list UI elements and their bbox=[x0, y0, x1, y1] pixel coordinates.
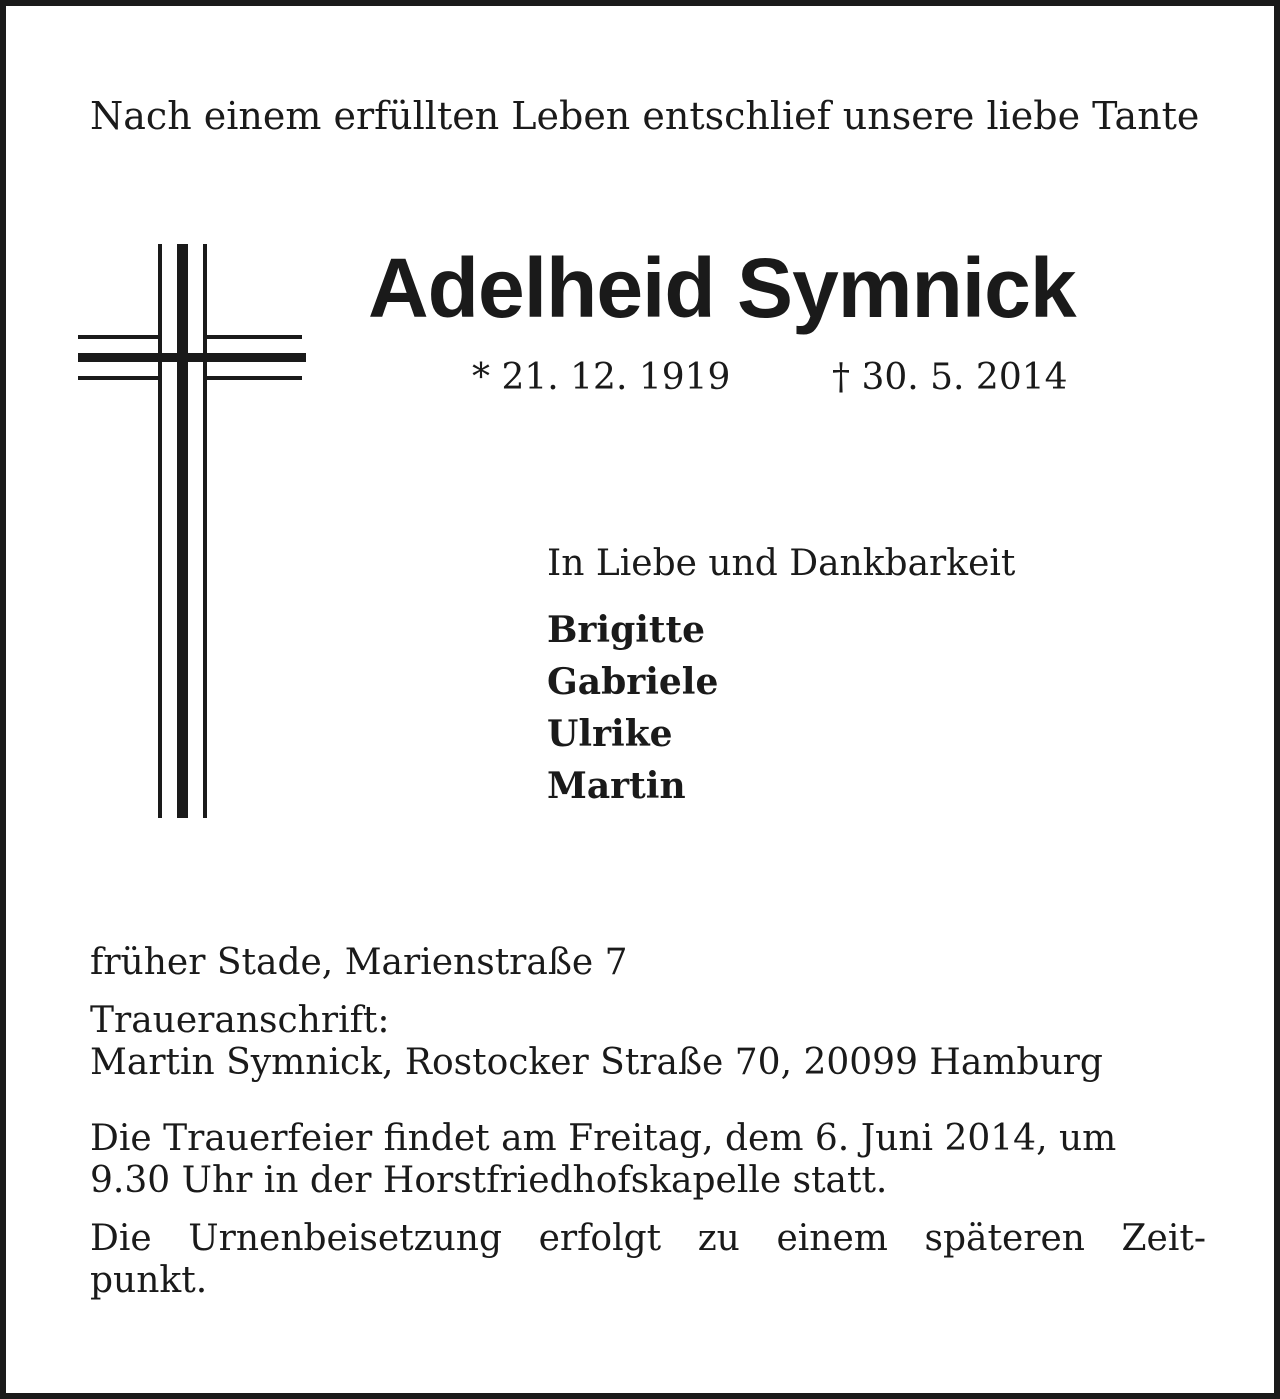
mourning-address: Martin Symnick, Rostocker Straße 70, 20099 Hamburg bbox=[90, 1042, 1103, 1083]
mourner-name: Brigitte bbox=[547, 609, 706, 651]
urn-line: Die Urnenbeisetzung erfolgt zu einem späteren Zeit- bbox=[90, 1218, 1206, 1259]
mourner-name: Ulrike bbox=[547, 713, 673, 755]
death-date: † 30. 5. 2014 bbox=[832, 357, 1068, 398]
intro-text: Nach einem erfüllten Leben entschlief unsere liebe Tante bbox=[90, 94, 1200, 138]
mourning-address-label: Traueranschrift: bbox=[90, 1000, 390, 1041]
former-address: früher Stade, Marienstraße 7 bbox=[90, 942, 628, 983]
mourners-list bbox=[547, 604, 718, 812]
birth-date: * 21. 12. 1919 bbox=[472, 357, 731, 398]
mourner-name: Martin bbox=[547, 765, 686, 807]
urn-burial-info bbox=[90, 1218, 1206, 1302]
cross-icon bbox=[78, 244, 306, 818]
service-line: Die Trauerfeier findet am Freitag, dem 6. Juni 2014, um bbox=[90, 1118, 1117, 1159]
life-dates bbox=[472, 356, 1068, 400]
dedication-text: In Liebe und Dankbarkeit bbox=[547, 543, 1016, 584]
urn-line: punkt. bbox=[90, 1260, 208, 1301]
service-line: 9.30 Uhr in der Horstfriedhofskapelle statt. bbox=[90, 1160, 888, 1201]
deceased-name: Adelheid Symnick bbox=[368, 241, 1076, 335]
service-info bbox=[90, 1118, 1206, 1202]
mourner-name: Gabriele bbox=[547, 661, 719, 703]
